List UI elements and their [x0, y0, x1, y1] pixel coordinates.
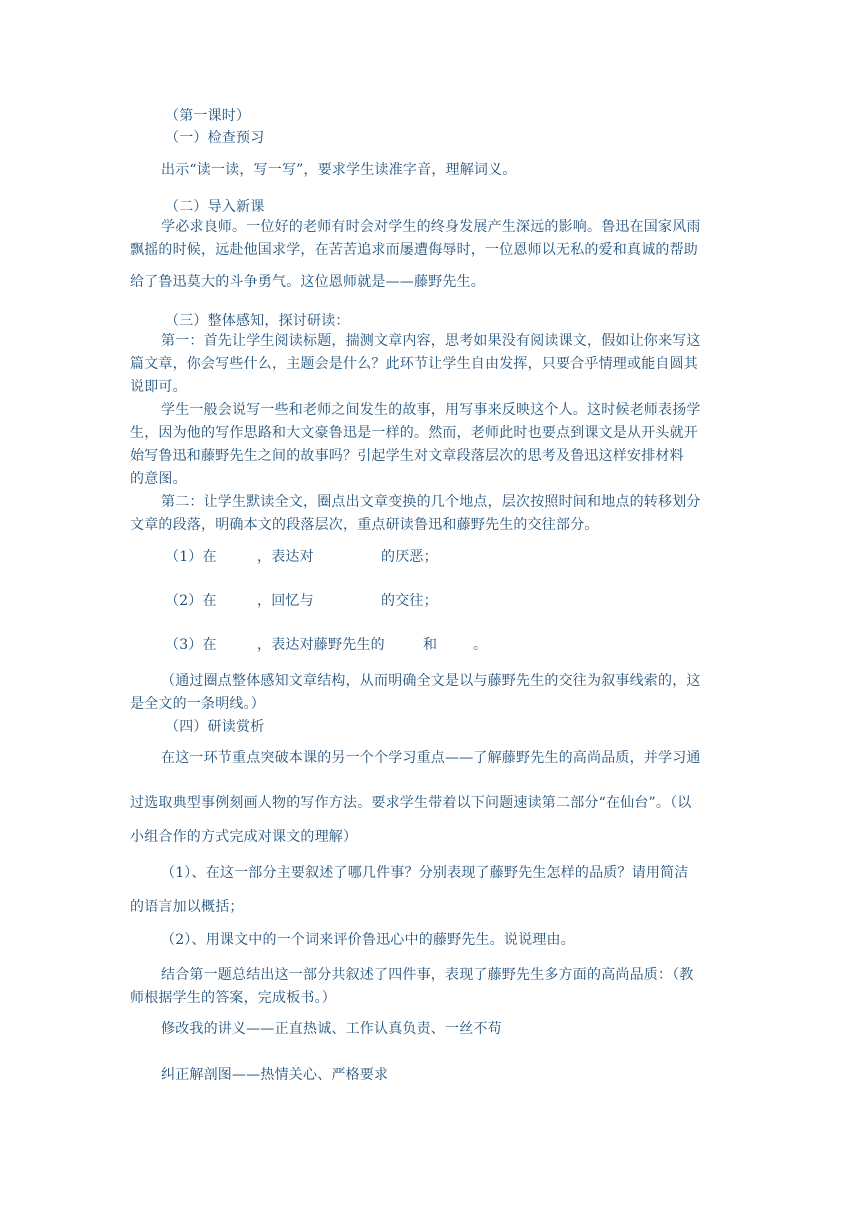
lesson-period: （第一课时） — [165, 108, 251, 124]
section-3-note-line-1: （通过圈点整体感知文章结构，从而明确全文是以与藤野先生的交往为叙事线索的，这 — [161, 673, 701, 689]
section-3-p1-line-3: 说即可。 — [130, 379, 187, 395]
section-3-p3-line-2: 文章的段落，明确本文的段落层次，重点研读鲁迅和藤野先生的交往部分。 — [130, 517, 599, 533]
fill-blank-2-c: 的交往； — [381, 593, 438, 609]
fill-blank-2 — [165, 590, 775, 612]
section-3-p2-line-1: 学生一般会说写一些和老师之间发生的故事，用写事来反映这个人。这时候老师表扬学 — [161, 402, 701, 418]
section-3-p1-line-1: 第一：首先让学生阅读标题，揣测文章内容，思考如果没有阅读课文，假如让你来写这 — [161, 333, 701, 349]
section-4-summary-line-1: 结合第一题总结出这一部分共叙述了四件事，表现了藤野先生多方面的高尚品质：（教 — [161, 967, 694, 983]
fill-blank-3-d: 。 — [473, 637, 488, 653]
question-1-line-2: 的语言加以概括； — [130, 899, 244, 915]
fill-blank-1-a: （1）在 — [165, 549, 217, 565]
board-note-2: 纠正解剖图——热情关心、严格要求 — [161, 1067, 389, 1083]
section-3-p2-line-4: 的意图。 — [130, 471, 187, 487]
section-3-p2-line-2: 生，因为他的写作思路和大文豪鲁迅是一样的。然而，老师此时也要点到课文是从开头就开 — [130, 425, 698, 441]
section-4-intro-line-2: 过选取典型事例刻画人物的写作方法。要求学生带着以下问题速读第二部分“在仙台”。（以 — [130, 795, 692, 811]
section-2-line-1: 学必求良师。一位好的老师有时会对学生的终身发展产生深远的影响。鲁迅在国家风雨 — [161, 219, 701, 235]
fill-blank-2-a: （2）在 — [165, 593, 217, 609]
fill-blank-1 — [165, 546, 775, 568]
section-3-note-line-2: 是全文的一条明线。） — [130, 696, 265, 712]
section-1-text: 出示“读一读，写一写”，要求学生读准字音，理解词义。 — [161, 162, 517, 178]
section-3-heading: （三）整体感知，探讨研读： — [165, 313, 350, 329]
fill-blank-3-b: ，表达对藤野先生的 — [257, 637, 385, 653]
fill-blank-3-a: （3）在 — [165, 637, 217, 653]
fill-blank-1-b: ，表达对 — [257, 549, 314, 565]
question-2: （2）、用课文中的一个词来评价鲁迅心中的藤野先生。说说理由。 — [161, 932, 575, 948]
question-1-line-1: （1）、在这一部分主要叙述了哪几件事？分别表现了藤野先生怎样的品质？请用简洁 — [161, 865, 689, 881]
section-1-heading: （一）检查预习 — [165, 130, 265, 146]
section-2-line-2: 飘摇的时候，远赴他国求学，在苦苦追求而屡遭侮辱时，一位恩师以无私的爱和真诚的帮助 — [130, 242, 698, 258]
section-3-p2-line-3: 始写鲁迅和藤野先生之间的故事吗？引起学生对文章段落层次的思考及鲁迅这样安排材料 — [130, 448, 684, 464]
fill-blank-2-b: ，回忆与 — [257, 593, 314, 609]
section-4-intro-line-3: 小组合作的方式完成对课文的理解） — [130, 829, 358, 845]
section-4-intro-line-1: 在这一环节重点突破本课的另一个个学习重点——了解藤野先生的高尚品质，并学习通 — [161, 750, 701, 766]
section-3-p1-line-2: 篇文章，你会写些什么，主题会是什么？此环节让学生自由发挥，只要合乎情理或能自圆其 — [130, 356, 698, 372]
section-2-heading: （二）导入新课 — [165, 199, 265, 215]
fill-blank-3 — [165, 634, 775, 656]
section-4-summary-line-2: 师根据学生的答案，完成板书。） — [130, 990, 336, 1006]
section-4-heading: （四）研读赏析 — [165, 719, 265, 735]
board-note-1: 修改我的讲义——正直热诚、工作认真负责、一丝不苟 — [161, 1021, 502, 1037]
fill-blank-1-c: 的厌恶； — [381, 549, 438, 565]
fill-blank-3-c: 和 — [423, 637, 438, 653]
section-2-line-3: 给了鲁迅莫大的斗争勇气。这位恩师就是——藤野先生。 — [130, 274, 485, 290]
section-3-p3-line-1: 第二：让学生默读全文，圈点出文章变换的几个地点，层次按照时间和地点的转移划分 — [161, 494, 701, 510]
